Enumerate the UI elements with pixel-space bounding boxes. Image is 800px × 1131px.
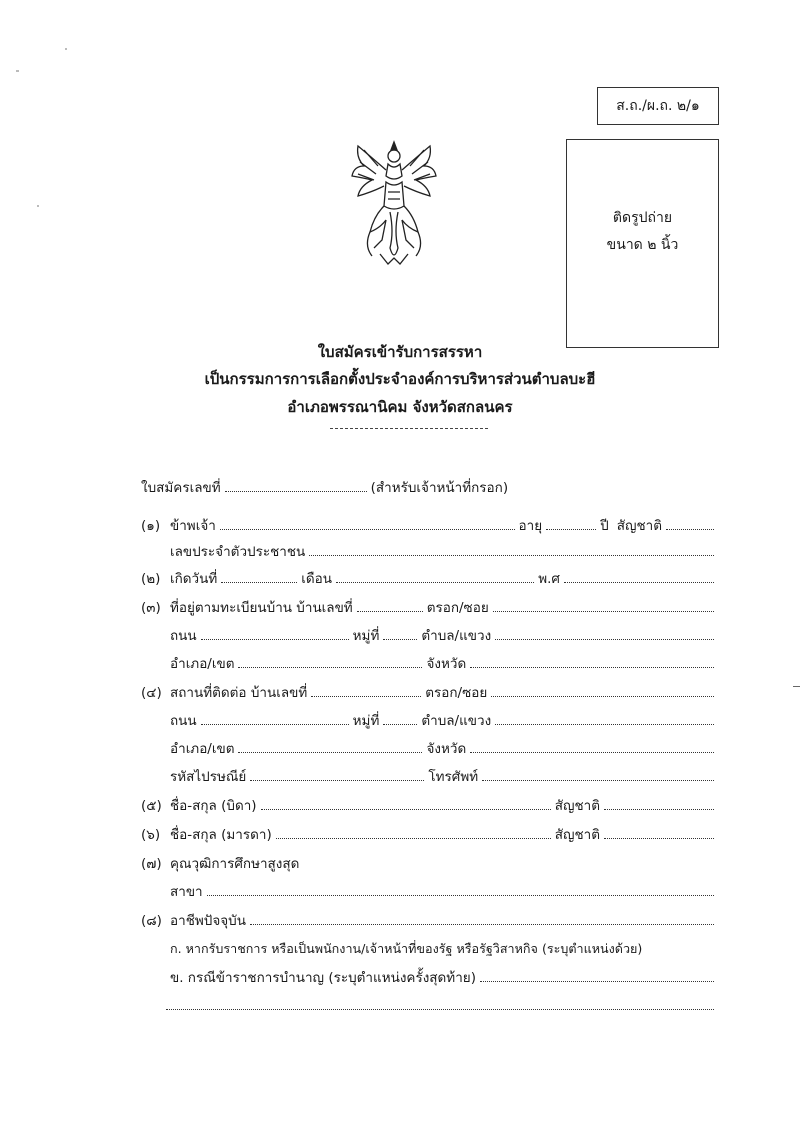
application-number-label: ใบสมัครเลขที่ — [141, 480, 221, 496]
education-row — [170, 855, 718, 873]
registered-road-field[interactable] — [201, 627, 349, 640]
name-field[interactable] — [220, 517, 515, 530]
mother-row — [170, 826, 718, 844]
birth-day-field[interactable] — [221, 570, 297, 583]
registered-province-label: จังหวัด — [426, 656, 467, 672]
item-number: (๘) — [141, 913, 162, 929]
registered-subdistrict-field[interactable] — [495, 627, 714, 640]
id-number-row — [170, 543, 718, 561]
garuda-emblem-icon — [350, 136, 438, 271]
mother-nationality-label: สัญชาติ — [554, 827, 600, 843]
contact-district-field[interactable] — [238, 740, 422, 753]
father-nationality-label: สัญชาติ — [554, 798, 600, 814]
item-number: (๒) — [141, 571, 161, 587]
occupation-pension-row — [170, 969, 718, 987]
phone-field[interactable] — [482, 768, 714, 781]
birth-year-field[interactable] — [564, 570, 714, 583]
item-number: (๗) — [141, 856, 162, 872]
photo-size-label: ขนาด ๒ นิ้ว — [606, 237, 679, 253]
registered-moo-field[interactable] — [383, 627, 417, 640]
occupation-label: อาชีพปัจจุบัน — [170, 913, 246, 929]
registered-district-label: อำเภอ/เขต — [170, 656, 235, 672]
scan-mark — [793, 686, 800, 687]
registered-house-label: ที่อยู่ตามทะเบียนบ้าน บ้านเลขที่ — [170, 600, 353, 616]
birth-year-label: พ.ศ — [538, 571, 560, 587]
contact-alley-label: ตรอก/ซอย — [425, 685, 488, 701]
occupation-government-label: ก. หากรับราชการ หรือเป็นพนักงาน/เจ้าหน้าที่ของรัฐ หรือรัฐวิสาหกิจ (ระบุตำแหน่งด้วย) — [170, 941, 643, 956]
contact-moo-label: หมู่ที่ — [352, 713, 380, 729]
item-number: (๓) — [141, 600, 161, 616]
year-label: ปี — [600, 518, 609, 534]
father-name-label: ชื่อ-สกุล (บิดา) — [170, 798, 257, 814]
birth-month-label: เดือน — [301, 571, 332, 587]
contact-district-row — [170, 740, 718, 758]
registered-moo-label: หมู่ที่ — [352, 628, 380, 644]
scan-mark — [37, 205, 39, 207]
registered-district-row — [170, 655, 718, 673]
application-number-row — [141, 479, 661, 497]
age-label: อายุ — [518, 518, 543, 534]
scan-mark — [65, 48, 67, 50]
occupation-field[interactable] — [250, 912, 714, 925]
birth-row — [170, 570, 718, 588]
item-number: (๑) — [141, 518, 161, 534]
occupation-extra-field[interactable] — [166, 997, 714, 1010]
nationality-field[interactable] — [666, 517, 714, 530]
contact-road-field[interactable] — [201, 712, 349, 725]
registered-province-field[interactable] — [470, 655, 714, 668]
occupation-extra-row — [166, 997, 718, 1010]
item-number: (๔) — [141, 685, 162, 701]
contact-house-field[interactable] — [311, 684, 421, 697]
father-row — [170, 797, 718, 815]
major-label: สาขา — [170, 884, 203, 900]
occupation-government-row — [170, 940, 718, 958]
item-number: (๕) — [141, 798, 162, 814]
item-number: (๖) — [141, 827, 161, 843]
major-row — [170, 883, 718, 901]
contact-moo-field[interactable] — [383, 712, 417, 725]
form-title: ใบสมัครเข้ารับการสรรหา — [317, 343, 483, 361]
registered-address-row — [170, 599, 718, 617]
birth-day-label: เกิดวันที่ — [170, 571, 218, 587]
registered-subdistrict-label: ตำบล/แขวง — [421, 628, 492, 644]
form-location: อำเภอพรรณานิคม จังหวัดสกลนคร — [287, 398, 513, 416]
mother-name-field[interactable] — [276, 826, 551, 839]
name-label: ข้าพเจ้า — [170, 518, 216, 534]
registered-alley-field[interactable] — [493, 599, 714, 612]
title-divider — [330, 428, 488, 429]
mother-name-label: ชื่อ-สกุล (มารดา) — [170, 827, 272, 843]
registered-road-row — [170, 627, 718, 645]
phone-label: โทรศัพท์ — [428, 769, 479, 785]
registered-alley-label: ตรอก/ซอย — [426, 600, 489, 616]
education-label: คุณวุฒิการศึกษาสูงสุด — [170, 856, 300, 872]
birth-month-field[interactable] — [336, 570, 534, 583]
application-number-field[interactable] — [225, 479, 367, 492]
major-field[interactable] — [207, 883, 714, 896]
id-number-label: เลขประจำตัวประชาชน — [170, 544, 306, 560]
contact-subdistrict-field[interactable] — [495, 712, 714, 725]
contact-province-label: จังหวัด — [426, 741, 467, 757]
photo-placeholder — [566, 139, 719, 348]
postcode-field[interactable] — [250, 768, 424, 781]
father-nationality-field[interactable] — [604, 797, 714, 810]
scan-mark — [16, 70, 19, 72]
age-field[interactable] — [546, 517, 596, 530]
occupation-pension-field[interactable] — [480, 969, 714, 982]
nationality-label: สัญชาติ — [616, 518, 662, 534]
contact-subdistrict-label: ตำบล/แขวง — [421, 713, 492, 729]
registered-house-field[interactable] — [357, 599, 423, 612]
id-number-field[interactable] — [309, 543, 714, 556]
form-subtitle: เป็นกรรมการการเลือกตั้งประจำองค์การบริหารส่วนตำบลบะฮี — [204, 370, 596, 388]
registered-district-field[interactable] — [238, 655, 422, 668]
postcode-label: รหัสไปรษณีย์ — [170, 769, 247, 785]
name-row — [170, 517, 718, 535]
contact-postcode-row — [170, 768, 718, 786]
father-name-field[interactable] — [261, 797, 551, 810]
contact-district-label: อำเภอ/เขต — [170, 741, 235, 757]
mother-nationality-field[interactable] — [604, 826, 714, 839]
registered-road-label: ถนน — [170, 628, 197, 644]
form-code-box — [597, 87, 719, 125]
occupation-pension-label: ข. กรณีข้าราชการบำนาญ (ระบุตำแหน่งครั้งสุดท้าย) — [170, 970, 476, 986]
contact-alley-field[interactable] — [491, 684, 714, 697]
contact-address-row — [170, 684, 718, 702]
form-code: ส.ถ./ผ.ถ. ๒/๑ — [616, 98, 700, 114]
occupation-row — [170, 912, 718, 930]
photo-label: ติดรูปถ่าย — [612, 210, 673, 226]
contact-road-label: ถนน — [170, 713, 197, 729]
contact-house-label: สถานที่ติดต่อ บ้านเลขที่ — [170, 685, 308, 701]
contact-province-field[interactable] — [470, 740, 714, 753]
application-number-note: (สำหรับเจ้าหน้าที่กรอก) — [370, 480, 509, 496]
contact-road-row — [170, 712, 718, 730]
